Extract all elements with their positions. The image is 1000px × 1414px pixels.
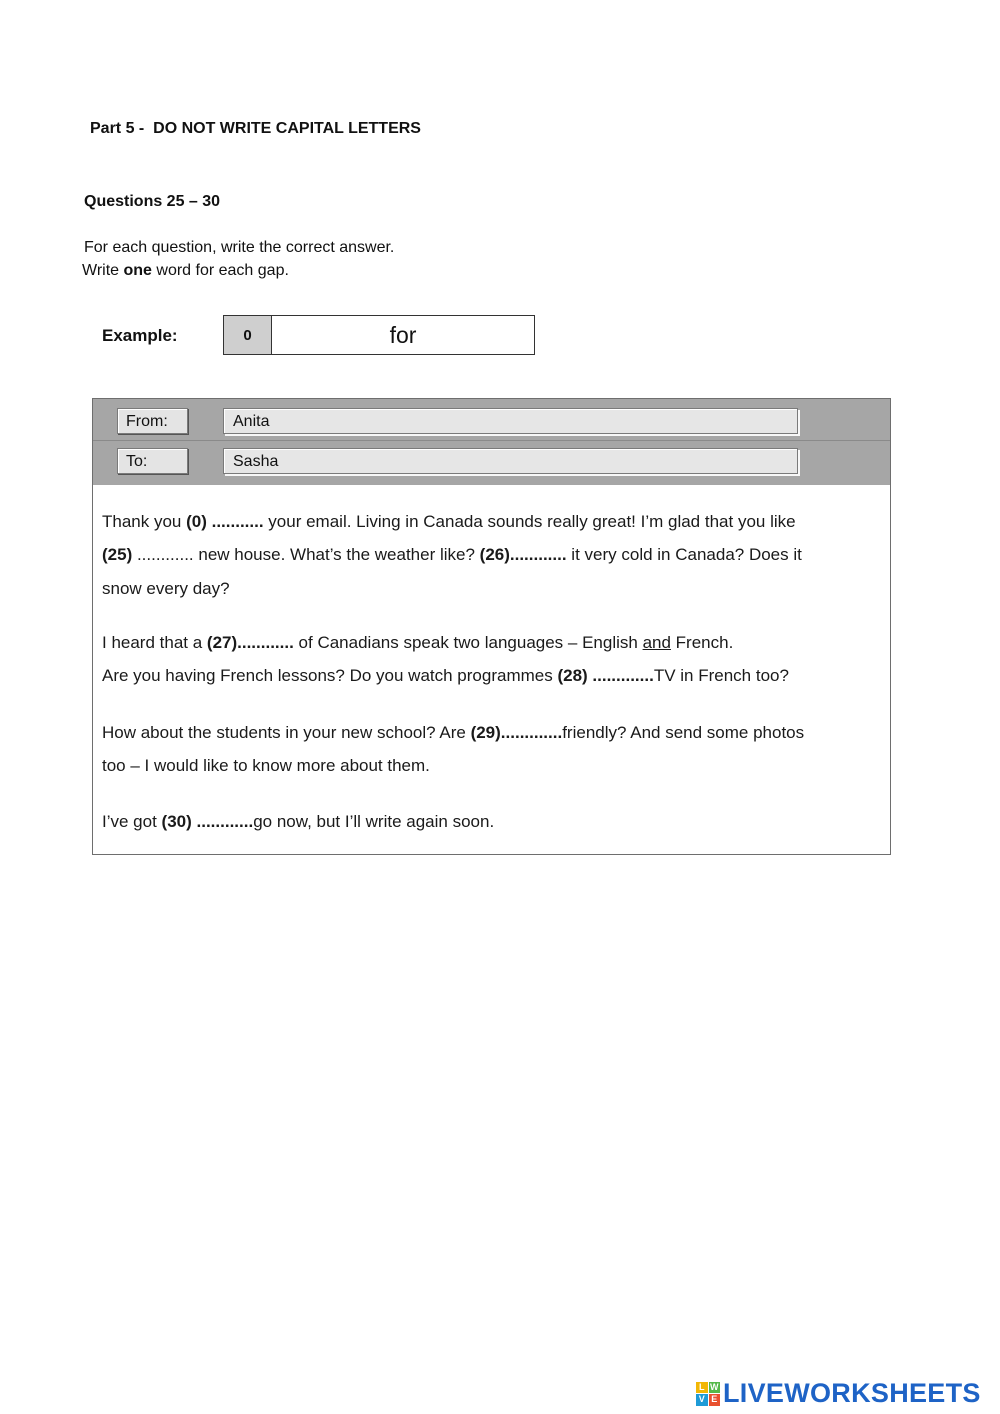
email-line [102, 659, 882, 692]
gap-30-number: (30) [161, 812, 192, 831]
instruction-line-2 [82, 259, 394, 282]
underlined-word: and [642, 633, 671, 652]
example-number: 0 [224, 316, 272, 354]
gap-29-blank: ............. [500, 723, 563, 742]
email-line [102, 626, 882, 659]
instruction-text: word for each gap. [151, 262, 289, 279]
gap-25-blank: ............ [132, 545, 194, 564]
email-line [102, 805, 882, 838]
logo-mark-icon [696, 1382, 720, 1406]
liveworksheets-logo[interactable] [696, 1378, 981, 1409]
logo-mark-cell: L [696, 1382, 708, 1394]
from-field: Anita [223, 408, 798, 434]
gap-27-number: (27) [206, 633, 238, 652]
logo-text: LIVEWORKSHEETS [723, 1378, 981, 1408]
gap-27-blank: ............ [237, 633, 294, 652]
instruction-emphasis: one [123, 262, 152, 279]
text: friendly? And send some photos [562, 723, 805, 742]
email-line [102, 505, 882, 538]
text: How about the students in your new school? Are [102, 723, 471, 742]
text: of Canadians speak two languages – English [293, 633, 643, 652]
email-header [93, 399, 890, 485]
logo-mark-cell: W [710, 1381, 719, 1392]
text: new house. What’s the weather like? [193, 545, 480, 564]
instruction-text: Write [82, 262, 124, 279]
text: I’ve got [102, 812, 162, 831]
gap-29-number: (29) [470, 723, 501, 742]
logo-mark-cell: V [696, 1394, 708, 1406]
email-line [102, 538, 882, 571]
text: French. [670, 633, 734, 652]
gap-0-number: (0) [186, 512, 207, 531]
to-field: Sasha [223, 448, 798, 474]
logo-mark-cell: E [709, 1394, 721, 1406]
example-answer: for [389, 321, 417, 348]
gap-30-blank: ............ [191, 812, 254, 831]
text: too – I would like to know more about them. [102, 756, 430, 775]
to-label: To: [117, 448, 188, 474]
gap-28-blank: ............. [587, 666, 654, 685]
text: Thank you [102, 512, 187, 531]
instruction-line-1: For each question, write the correct answer. [84, 239, 395, 256]
part-title: Part 5 - DO NOT WRITE CAPITAL LETTERS [90, 120, 421, 137]
text: Are you having French lessons? Do you watch programmes [102, 666, 558, 685]
gap-26-number: (26) [479, 545, 510, 564]
email-line [102, 716, 882, 749]
text: your email. Living in Canada sounds really great! I’m glad that you like [263, 512, 796, 531]
email-line [102, 749, 882, 782]
instructions [84, 236, 394, 282]
gap-28-number: (28) [557, 666, 588, 685]
example-label: Example: [102, 326, 178, 345]
from-label: From: [117, 408, 188, 434]
text: go now, but I’ll write again soon. [253, 812, 495, 831]
email-window [92, 398, 891, 855]
text: snow every day? [102, 579, 230, 598]
email-body [102, 505, 882, 838]
example-box [223, 315, 535, 355]
questions-range: Questions 25 – 30 [84, 193, 221, 210]
email-line [102, 571, 882, 606]
gap-25-number: (25) [102, 545, 133, 564]
text: it very cold in Canada? Does it [566, 545, 802, 564]
gap-0-blank: ........... [206, 512, 264, 531]
header-divider [93, 440, 890, 441]
text: TV in French too? [653, 666, 789, 685]
text: I heard that a [102, 633, 207, 652]
gap-26-blank: ............ [509, 545, 567, 564]
